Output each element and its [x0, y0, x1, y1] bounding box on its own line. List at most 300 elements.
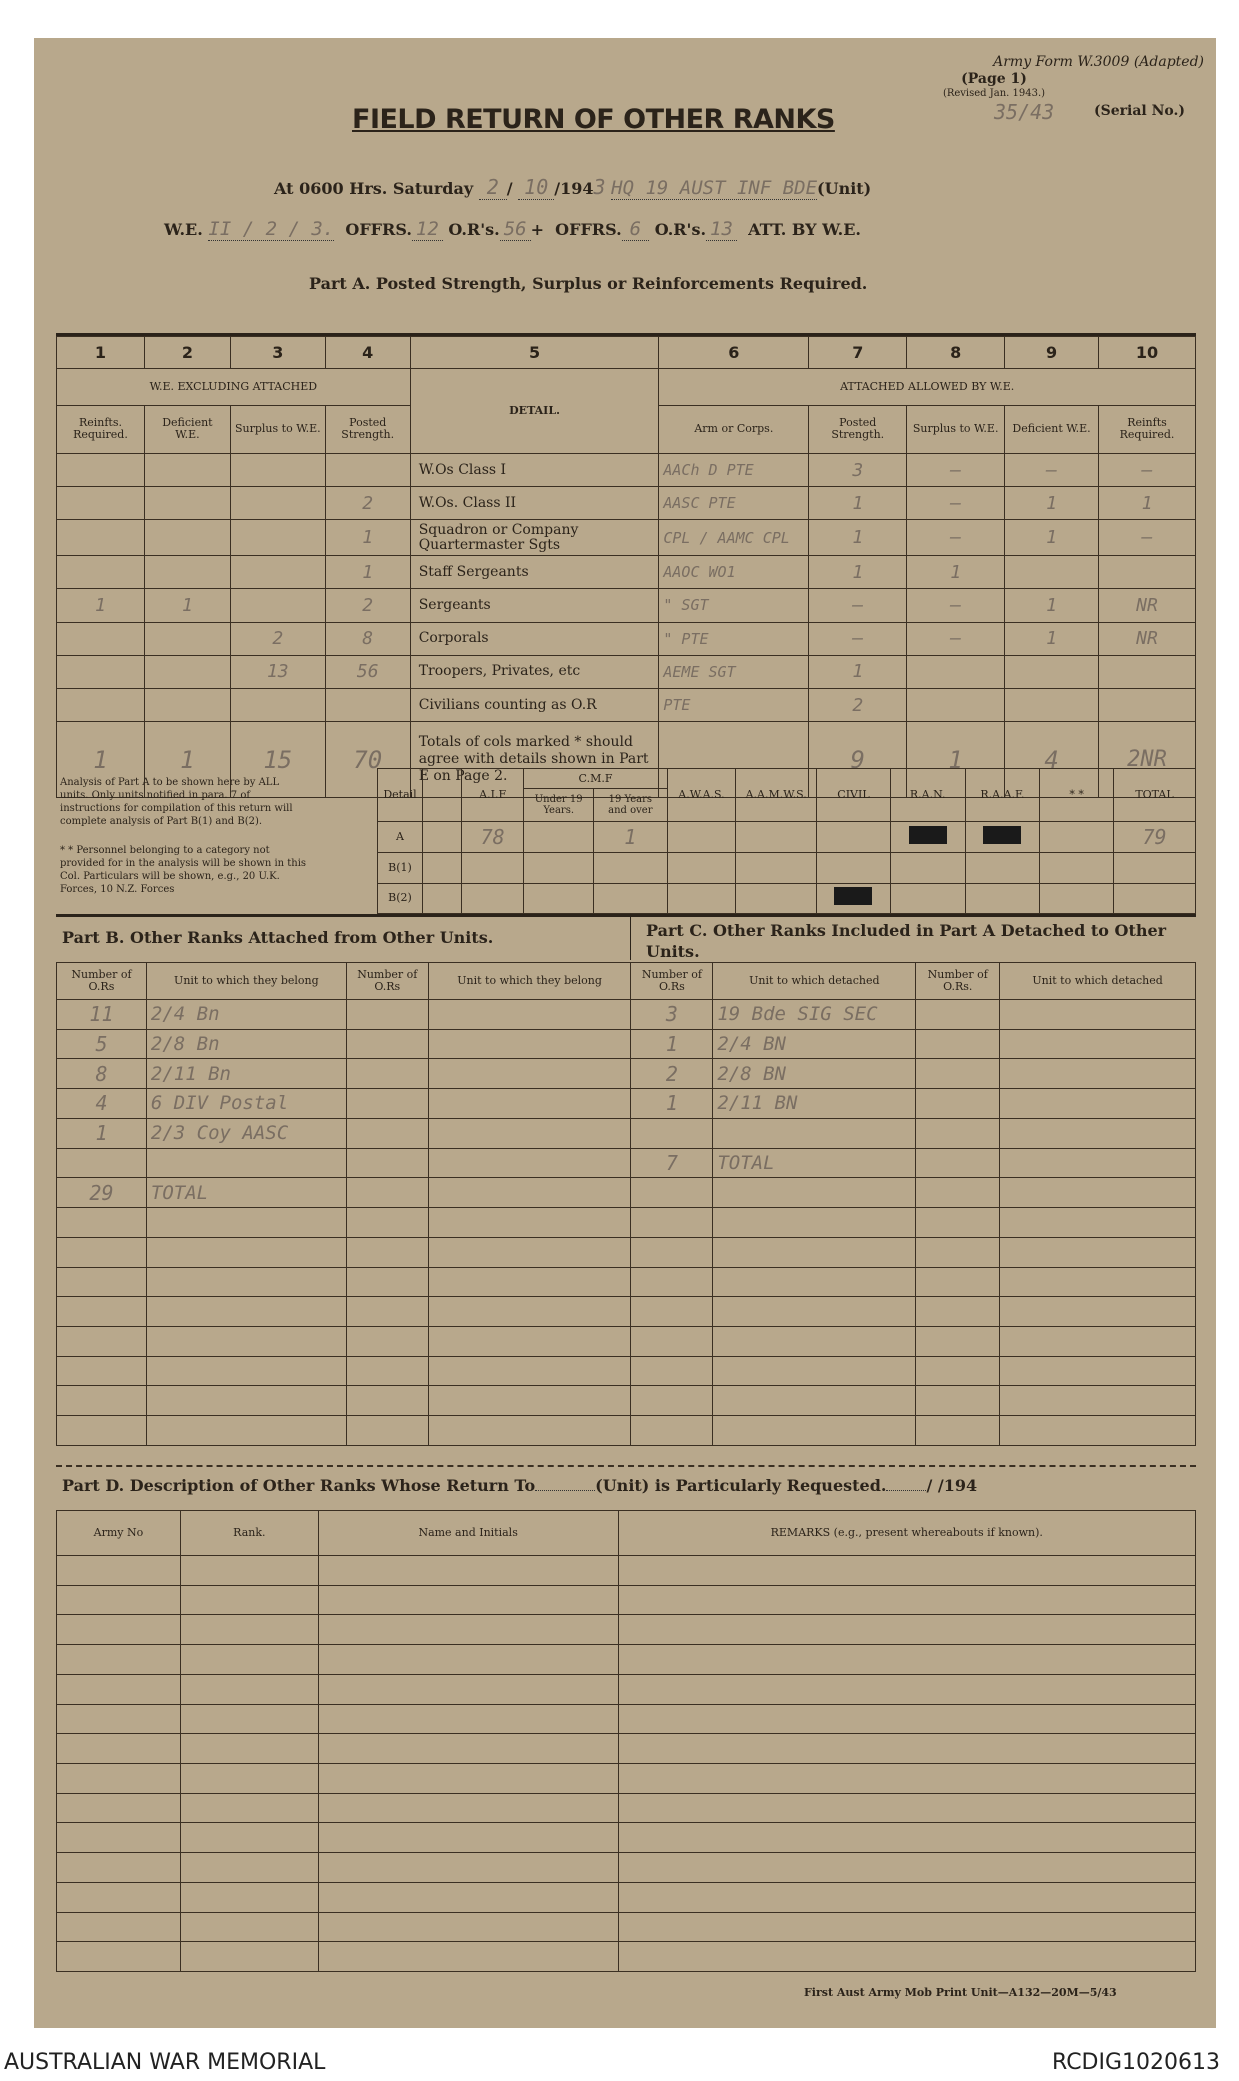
an-head-under19: Under 19 Years. — [524, 789, 594, 821]
partD-row — [57, 1615, 1196, 1645]
partBC-row — [57, 1356, 1196, 1386]
head-arm: Arm or Corps. — [659, 405, 809, 453]
partD-cell — [57, 1763, 181, 1793]
partC-unit2 — [1000, 1148, 1196, 1178]
partB-unit2 — [428, 1237, 631, 1267]
offrs-value: 12 — [412, 218, 443, 241]
partB-num: 5 — [57, 1029, 147, 1059]
partB-unit — [146, 1267, 346, 1297]
head-deficient-att: Deficient W.E. — [1005, 405, 1099, 453]
partC-num2 — [916, 1178, 1000, 1208]
total-c4: 70 — [325, 722, 410, 798]
partD-cell — [318, 1556, 618, 1586]
an-head-total: TOTAL — [1114, 769, 1196, 822]
partD-cell — [618, 1912, 1195, 1942]
partD-cell — [318, 1912, 618, 1942]
analysis-row-b2 — [378, 883, 1196, 913]
partD-cell — [318, 1823, 618, 1853]
partB-unit — [146, 1148, 346, 1178]
partA-cell-label: Corporals — [410, 622, 659, 655]
partA-cell-c8: 1 — [907, 556, 1005, 589]
partD-cell — [57, 1674, 181, 1704]
partC-unit2 — [1000, 1178, 1196, 1208]
partBC-row — [57, 1089, 1196, 1119]
total-c1: 1 — [57, 722, 145, 798]
partC-unit — [713, 1118, 916, 1148]
partA-cell-c10: NR — [1099, 589, 1196, 622]
partBC-row — [57, 1326, 1196, 1356]
partA-cell-c3: 2 — [230, 622, 325, 655]
partA-row — [57, 689, 1196, 722]
partD-row — [57, 1734, 1196, 1764]
partD-cell — [618, 1734, 1195, 1764]
partB-unit: 2/4 Bn — [146, 999, 346, 1029]
footer-right: RCDIG1020613 — [1052, 2050, 1221, 2075]
partB-num2 — [346, 1416, 428, 1446]
offrs2-value: 6 — [622, 218, 649, 241]
partD-cell — [618, 1556, 1195, 1586]
colnum-6: 6 — [659, 337, 809, 369]
dashed-separator — [56, 1465, 1196, 1467]
partC-num — [631, 1267, 713, 1297]
partBC-rows — [57, 999, 1196, 1445]
partA-cell-c4: 2 — [325, 487, 410, 520]
partD-cell — [180, 1882, 318, 1912]
partBC-table — [56, 962, 1196, 1446]
partBC-row — [57, 999, 1196, 1029]
partA-title: Part A. Posted Strength, Surplus or Reinforcements Required. — [309, 274, 868, 293]
partB-unit2 — [428, 1118, 631, 1148]
partB-unit2 — [428, 1089, 631, 1119]
partB-num — [57, 1297, 147, 1327]
partC-unit2 — [1000, 1416, 1196, 1446]
partC-num2 — [916, 1118, 1000, 1148]
partA-cell-c8: — — [907, 589, 1005, 622]
partA-cell-c3 — [230, 556, 325, 589]
partD-cell — [57, 1585, 181, 1615]
partB-unit2 — [428, 1297, 631, 1327]
partB-num: 29 — [57, 1178, 147, 1208]
partA-row — [57, 655, 1196, 688]
partA-row — [57, 520, 1196, 556]
head-reinfts: Reinfts. Required. — [57, 405, 145, 453]
partD-cell — [180, 1674, 318, 1704]
partB-num: 1 — [57, 1118, 147, 1148]
partC-unit — [713, 1237, 916, 1267]
partA-cell-c2 — [144, 689, 230, 722]
partD-cell — [180, 1585, 318, 1615]
partB-num2 — [346, 1059, 428, 1089]
partC-unit2 — [1000, 1356, 1196, 1386]
partC-unit — [713, 1416, 916, 1446]
partA-cell-c4: 2 — [325, 589, 410, 622]
partA-cell-c3 — [230, 689, 325, 722]
partA-cell-c9 — [1005, 556, 1099, 589]
partA-cell-c10 — [1099, 689, 1196, 722]
partA-cell-arm: AAOC WO1 — [659, 556, 809, 589]
partBC-row — [57, 1059, 1196, 1089]
head-reinfts-att: Reinfts Required. — [1099, 405, 1196, 453]
partA-cell-c7: 3 — [809, 453, 907, 486]
partD-cell — [318, 1674, 618, 1704]
partB-title: Part B. Other Ranks Attached from Other Units. — [62, 928, 494, 947]
partB-head-unit2: Unit to which they belong — [428, 963, 631, 1000]
partA-cell-c4: 1 — [325, 556, 410, 589]
partC-num: 2 — [631, 1059, 713, 1089]
partD-cell — [618, 1793, 1195, 1823]
partC-num2 — [916, 1237, 1000, 1267]
partD-cell — [57, 1556, 181, 1586]
divider — [630, 916, 631, 960]
an-head-aif: A.I.F — [461, 769, 523, 822]
date-day: 2 — [479, 175, 507, 200]
divider — [56, 914, 1196, 917]
partA-cell-c9: 1 — [1005, 622, 1099, 655]
partC-num2 — [916, 1416, 1000, 1446]
partA-cell-c1 — [57, 520, 145, 556]
colnum-9: 9 — [1005, 337, 1099, 369]
an-a-over19: 1 — [593, 821, 667, 852]
partD-cell — [180, 1556, 318, 1586]
partD-cell — [618, 1674, 1195, 1704]
partD-head-army: Army No — [57, 1511, 181, 1556]
partD-cell — [57, 1645, 181, 1675]
partD-cell — [57, 1823, 181, 1853]
partD-cell — [180, 1615, 318, 1645]
partA-cell-c1 — [57, 622, 145, 655]
partD-cell — [180, 1645, 318, 1675]
partB-unit: 2/8 Bn — [146, 1029, 346, 1059]
partA-cell-label: Sergeants — [410, 589, 659, 622]
partA-cell-c7: 1 — [809, 655, 907, 688]
an-head-other: * * — [1040, 769, 1114, 822]
partD-cell — [57, 1882, 181, 1912]
form-revised: (Revised Jan. 1943.) — [942, 88, 1046, 99]
partA-row — [57, 589, 1196, 622]
an-head-cmf: C.M.F — [524, 769, 667, 789]
partA-cell-arm: PTE — [659, 689, 809, 722]
partA-cell-c9 — [1005, 689, 1099, 722]
partA-rows — [57, 453, 1196, 721]
partD-row — [57, 1823, 1196, 1853]
partD-row — [57, 1704, 1196, 1734]
partC-num2 — [916, 1267, 1000, 1297]
partC-unit2 — [1000, 1089, 1196, 1119]
partC-num — [631, 1416, 713, 1446]
partD-cell — [318, 1853, 618, 1883]
partD-rows — [57, 1556, 1196, 1972]
partB-unit2 — [428, 1267, 631, 1297]
partC-num: 3 — [631, 999, 713, 1029]
partBC-row — [57, 1178, 1196, 1208]
partC-unit2 — [1000, 1208, 1196, 1238]
partB-unit: 6 DIV Postal — [146, 1089, 346, 1119]
partD-cell — [318, 1645, 618, 1675]
partA-cell-c8: — — [907, 487, 1005, 520]
an-head-raaf: R.A.A.F. — [965, 769, 1040, 822]
form-page: (Page 1) — [961, 71, 1027, 87]
ors-value: 56 — [500, 218, 531, 241]
partD-row — [57, 1942, 1196, 1972]
partB-unit: 2/3 Coy AASC — [146, 1118, 346, 1148]
partC-title: Part C. Other Ranks Included in Part A Detached to Other Units. — [646, 921, 1167, 961]
partC-unit — [713, 1386, 916, 1416]
partA-cell-c7: 1 — [809, 556, 907, 589]
partB-num2 — [346, 1237, 428, 1267]
partB-num: 4 — [57, 1089, 147, 1119]
partA-cell-c4 — [325, 453, 410, 486]
partB-num2 — [346, 1356, 428, 1386]
partA-cell-c3 — [230, 453, 325, 486]
partA-cell-arm: AEME SGT — [659, 655, 809, 688]
partB-unit2 — [428, 1326, 631, 1356]
at-label: At 0600 Hrs. Saturday — [274, 179, 474, 198]
partB-num — [57, 1208, 147, 1238]
analysis-note2: * * Personnel belonging to a category not provided for in the analysis will be shown in this Col. Particulars will be shown, e.g., 20 U.K. Forces, 10 N.Z. Forces — [60, 845, 307, 895]
we-label: W.E. — [164, 220, 203, 239]
partB-unit — [146, 1326, 346, 1356]
analysis-table — [377, 768, 1196, 914]
colnum-1: 1 — [57, 337, 145, 369]
partC-num — [631, 1386, 713, 1416]
partA-cell-c8: — — [907, 453, 1005, 486]
partBC-row — [57, 1118, 1196, 1148]
partA-cell-arm: CPL / AAMC CPL — [659, 520, 809, 556]
partC-num2 — [916, 1029, 1000, 1059]
partD-cell — [180, 1853, 318, 1883]
year-label: 194 — [560, 179, 594, 198]
serial-value: 35/43 — [994, 100, 1055, 124]
total-c8: 1 — [907, 722, 1005, 798]
partA-cell-c1 — [57, 655, 145, 688]
partB-unit2 — [428, 1178, 631, 1208]
redaction-box — [983, 826, 1021, 844]
form-title: FIELD RETURN OF OTHER RANKS — [352, 104, 835, 135]
unit-label: (Unit) — [817, 179, 872, 198]
partA-cell-c2 — [144, 655, 230, 688]
partA-cell-arm: AASC PTE — [659, 487, 809, 520]
colnum-4: 4 — [325, 337, 410, 369]
partA-cell-c4: 56 — [325, 655, 410, 688]
partA-row — [57, 556, 1196, 589]
partD-head-remarks: REMARKS (e.g., present whereabouts if known). — [618, 1511, 1195, 1556]
total-c3: 15 — [230, 722, 325, 798]
partD-head-rank: Rank. — [180, 1511, 318, 1556]
partC-head-unit2: Unit to which detached — [1000, 963, 1196, 1000]
partA-cell-c1 — [57, 556, 145, 589]
year-suffix: 3 — [593, 175, 606, 199]
partA-row — [57, 453, 1196, 486]
partB-num: 11 — [57, 999, 147, 1029]
partA-cell-c1: 1 — [57, 589, 145, 622]
partD-cell — [180, 1823, 318, 1853]
partC-num — [631, 1326, 713, 1356]
partC-unit2 — [1000, 1386, 1196, 1416]
group-left-heading: W.E. EXCLUDING ATTACHED — [57, 369, 411, 406]
partA-cell-c4 — [325, 689, 410, 722]
partB-unit — [146, 1356, 346, 1386]
partA-cell-c1 — [57, 689, 145, 722]
partD-row — [57, 1763, 1196, 1793]
partB-num2 — [346, 1267, 428, 1297]
partA-table — [56, 336, 1196, 798]
partA-cell-c1 — [57, 453, 145, 486]
colnum-3: 3 — [230, 337, 325, 369]
partA-cell-c7: 1 — [809, 520, 907, 556]
partA-cell-c3 — [230, 520, 325, 556]
partD-row — [57, 1645, 1196, 1675]
partC-num2 — [916, 1386, 1000, 1416]
partD-title-line — [62, 1476, 977, 1495]
an-a-aif: 78 — [461, 821, 523, 852]
partA-row — [57, 487, 1196, 520]
head-deficient: Deficient W.E. — [144, 405, 230, 453]
partB-num2 — [346, 1029, 428, 1059]
partB-unit2 — [428, 1386, 631, 1416]
an-a-total: 79 — [1114, 821, 1196, 852]
partD-cell — [618, 1882, 1195, 1912]
head-surplus: Surplus to W.E. — [230, 405, 325, 453]
partD-title: Part D. Description of Other Ranks Whose Return To — [62, 1476, 536, 1495]
partD-cell — [318, 1942, 618, 1972]
head-surplus-att: Surplus to W.E. — [907, 405, 1005, 453]
partD-cell — [57, 1734, 181, 1764]
partD-cell — [318, 1763, 618, 1793]
partA-cell-c10: NR — [1099, 622, 1196, 655]
total-c7: 9 — [809, 722, 907, 798]
an-head-over19: 19 Years and over — [593, 789, 667, 821]
partC-unit — [713, 1297, 916, 1327]
partC-unit: 2/11 BN — [713, 1089, 916, 1119]
partA-cell-label: Civilians counting as O.R — [410, 689, 659, 722]
partC-num2 — [916, 1356, 1000, 1386]
detail-heading: DETAIL. — [410, 369, 659, 454]
partA-colnum-row — [57, 337, 1196, 369]
head-posted-att: Posted Strength. — [809, 405, 907, 453]
an-head-detail: Detail — [378, 769, 423, 822]
partA-cell-c2: 1 — [144, 589, 230, 622]
footer-bar — [0, 2046, 1239, 2081]
partA-cell-label: Staff Sergeants — [410, 556, 659, 589]
partC-unit2 — [1000, 1237, 1196, 1267]
partB-num2 — [346, 1089, 428, 1119]
partB-unit: 2/11 Bn — [146, 1059, 346, 1089]
partA-cell-c2 — [144, 622, 230, 655]
offrs2-label: OFFRS. — [555, 220, 622, 239]
partB-num2 — [346, 999, 428, 1029]
partD-row — [57, 1882, 1196, 1912]
partA-cell-c10: — — [1099, 520, 1196, 556]
partB-num — [57, 1386, 147, 1416]
partC-unit: TOTAL — [713, 1148, 916, 1178]
partD-cell — [180, 1734, 318, 1764]
ors-label: O.R's. — [448, 220, 500, 239]
partB-unit2 — [428, 1208, 631, 1238]
partA-cell-c3: 13 — [230, 655, 325, 688]
colnum-5: 5 — [410, 337, 659, 369]
partC-num: 7 — [631, 1148, 713, 1178]
partB-unit2 — [428, 1029, 631, 1059]
colnum-10: 10 — [1099, 337, 1196, 369]
partC-num2 — [916, 1148, 1000, 1178]
totals-label: Totals of cols marked * should agree with details shown in Part E on Page 2. — [410, 722, 659, 798]
partD-cell — [180, 1912, 318, 1942]
partD-head-name: Name and Initials — [318, 1511, 618, 1556]
partD-row — [57, 1793, 1196, 1823]
partB-num2 — [346, 1297, 428, 1327]
partA-cell-c10: — — [1099, 453, 1196, 486]
an-a-detail: A — [378, 821, 423, 852]
partD-cell — [180, 1793, 318, 1823]
an-head-aamws: A.A.M.W.S. — [736, 769, 817, 822]
partBC-row — [57, 1029, 1196, 1059]
partD-cell — [618, 1615, 1195, 1645]
partA-cell-arm: AACh D PTE — [659, 453, 809, 486]
partA-cell-c9: 1 — [1005, 487, 1099, 520]
partA-cell-c9: 1 — [1005, 589, 1099, 622]
colnum-7: 7 — [809, 337, 907, 369]
partB-unit — [146, 1297, 346, 1327]
partA-cell-c9: — — [1005, 453, 1099, 486]
partA-cell-c8 — [907, 689, 1005, 722]
partD-cell — [618, 1763, 1195, 1793]
partA-cell-arm: " SGT — [659, 589, 809, 622]
partD-table — [56, 1510, 1196, 1972]
partC-unit2 — [1000, 1118, 1196, 1148]
partB-head-num2: Number of O.Rs — [346, 963, 428, 1000]
partB-num2 — [346, 1208, 428, 1238]
we-value: II / 2 / 3. — [208, 218, 335, 240]
partC-unit2 — [1000, 1059, 1196, 1089]
partD-row — [57, 1585, 1196, 1615]
partA-cell-c8 — [907, 655, 1005, 688]
header-line1: At 0600 Hrs. Saturday 2 / 10 /1943 HQ 19 AUST INF BDE(Unit) — [274, 175, 872, 199]
partA-cell-c8: — — [907, 520, 1005, 556]
form-paper — [34, 38, 1216, 2028]
partC-num2 — [916, 1208, 1000, 1238]
redaction-box — [834, 887, 872, 905]
partD-cell — [318, 1704, 618, 1734]
partB-unit2 — [428, 999, 631, 1029]
partC-unit2 — [1000, 1297, 1196, 1327]
footer-left: AUSTRALIAN WAR MEMORIAL — [4, 2050, 326, 2075]
an-head-civil: CIVIL — [817, 769, 891, 822]
partD-cell — [180, 1763, 318, 1793]
partC-head-num: Number of O.Rs — [631, 963, 713, 1000]
plus-sign: + — [530, 220, 544, 239]
partB-unit — [146, 1416, 346, 1446]
partC-num2 — [916, 1297, 1000, 1327]
an-head-awas: A.W.A.S. — [667, 769, 736, 822]
an-b2-detail: B(2) — [378, 883, 423, 913]
partC-num — [631, 1178, 713, 1208]
partD-cell — [618, 1645, 1195, 1675]
an-head-ran: R.A.N. — [890, 769, 965, 822]
printer-note: First Aust Army Mob Print Unit—A132—20M—5/43 — [804, 1986, 1117, 1999]
partA-cell-c9: 1 — [1005, 520, 1099, 556]
partB-num — [57, 1416, 147, 1446]
partD-date: / /194 — [926, 1476, 978, 1495]
partA-cell-c7: — — [809, 622, 907, 655]
colnum-8: 8 — [907, 337, 1005, 369]
partA-cell-label: W.Os Class I — [410, 453, 659, 486]
partD-row — [57, 1674, 1196, 1704]
partD-cell — [57, 1615, 181, 1645]
partC-unit2 — [1000, 1029, 1196, 1059]
partD-cell — [318, 1615, 618, 1645]
partBC-row — [57, 1416, 1196, 1446]
partD-cell — [57, 1912, 181, 1942]
